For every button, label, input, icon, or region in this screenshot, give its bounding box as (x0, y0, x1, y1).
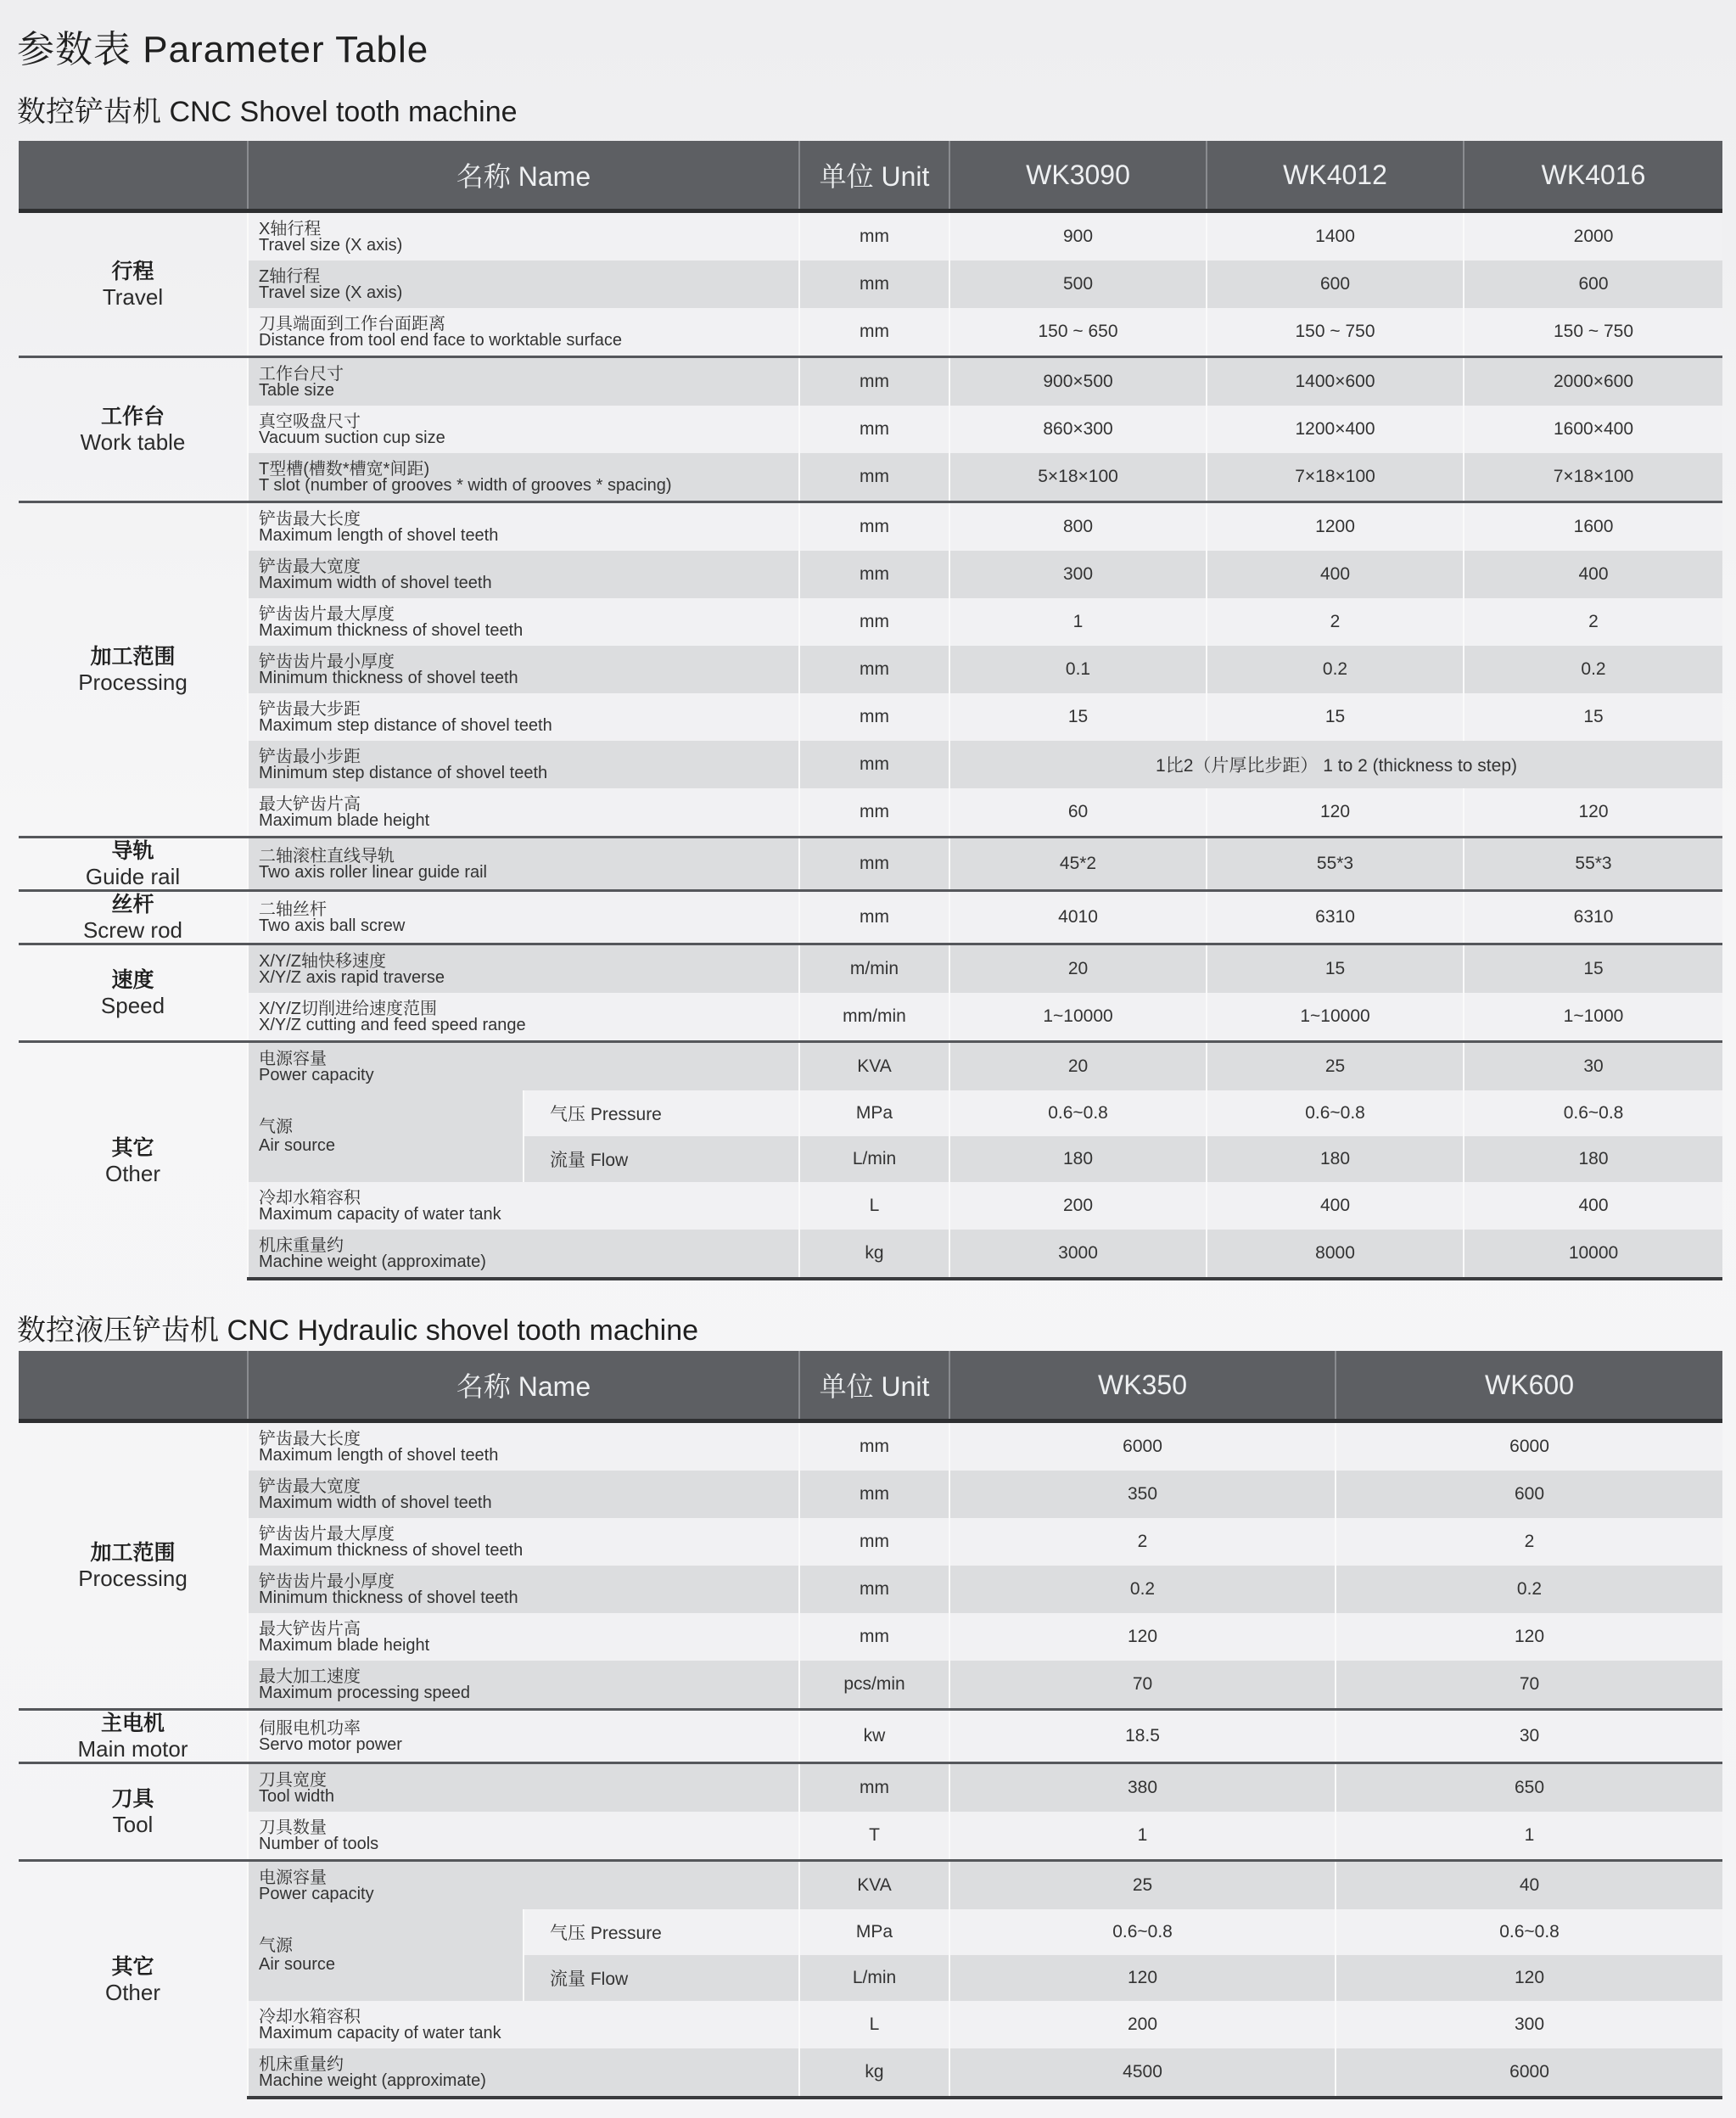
row-unit: mm (799, 406, 949, 453)
row-value: 180 (1207, 1136, 1464, 1182)
row-value: 0.6~0.8 (1207, 1090, 1464, 1136)
row-value: 0.2 (1207, 646, 1464, 693)
row-unit: T (799, 1812, 949, 1861)
category-screw-rod: 丝杆 Screw rod (19, 891, 248, 944)
row-value: 15 (1207, 693, 1464, 741)
row-unit: mm (799, 1518, 949, 1566)
row-name-en: Machine weight (approximate) (259, 1252, 486, 1271)
row-name-en: Minimum thickness of shovel teeth (259, 1588, 518, 1607)
table-row (19, 1421, 1722, 1471)
row-subname: 流量 Flow (524, 1136, 799, 1182)
row-name-en: Maximum blade height (259, 811, 430, 830)
table-row (19, 598, 1722, 646)
row-name-en: Maximum thickness of shovel teeth (259, 621, 524, 640)
row-value: 400 (1207, 1182, 1464, 1230)
row-value: 2 (1464, 598, 1722, 646)
row-name-cn: X/Y/Z轴快移速度 (259, 952, 387, 971)
row-unit: mm (799, 1421, 949, 1471)
model-header: WK4012 (1207, 141, 1464, 211)
row-name-cn: 刀具宽度 (259, 1771, 327, 1790)
row-name (248, 308, 799, 357)
row-value: 180 (1464, 1136, 1722, 1182)
table-row (19, 357, 1722, 406)
row-name-cn: X/Y/Z切削进给速度范围 (259, 1000, 438, 1018)
row-value: 180 (949, 1136, 1207, 1182)
row-name (248, 1763, 799, 1813)
row-value: 20 (949, 1042, 1207, 1091)
table-row (19, 1090, 1722, 1136)
row-value: 650 (1336, 1763, 1722, 1813)
row-value: 1400 (1207, 211, 1464, 261)
row-value: 2000 (1464, 211, 1722, 261)
row-value: 900×500 (949, 357, 1207, 406)
table-row (19, 261, 1722, 308)
table-row (19, 788, 1722, 838)
model-header: WK3090 (949, 141, 1207, 211)
row-value: 2000×600 (1464, 357, 1722, 406)
row-name-cn: 冷却水箱容积 (259, 2008, 361, 2026)
row-name-en: Tool width (259, 1787, 334, 1806)
row-name-cn: 真空吸盘尺寸 (259, 412, 361, 431)
row-unit: mm (799, 741, 949, 788)
table-row (19, 993, 1722, 1042)
row-unit: KVA (799, 1861, 949, 1910)
category-header (19, 141, 248, 211)
row-name-en: T slot (number of grooves * width of grooves * spacing) (259, 476, 672, 495)
row-value: 55*3 (1207, 838, 1464, 891)
row-unit: mm (799, 1471, 949, 1518)
row-name-en: Servo motor power (259, 1735, 402, 1754)
table-row (19, 1661, 1722, 1710)
row-name (248, 1661, 799, 1710)
row-name-cn: 机床重量约 (259, 1236, 344, 1255)
row-value: 4500 (949, 2048, 1336, 2098)
row-unit: L (799, 1182, 949, 1230)
row-value: 2 (1336, 1518, 1722, 1566)
row-name (248, 502, 799, 552)
row-value: 10000 (1464, 1230, 1722, 1279)
row-name (248, 788, 799, 838)
table-row (19, 2001, 1722, 2048)
row-name-cn: 铲齿最大长度 (259, 510, 361, 529)
row-value: 25 (949, 1861, 1336, 1910)
row-name-cn: 二轴丝杆 (259, 900, 327, 919)
row-name-cn: 冷却水箱容积 (259, 1189, 361, 1207)
row-value: 200 (949, 1182, 1207, 1230)
row-value: 120 (1464, 788, 1722, 838)
row-unit: mm (799, 646, 949, 693)
row-value: 0.6~0.8 (949, 1090, 1207, 1136)
row-value: 1 (949, 1812, 1336, 1861)
row-unit: mm/min (799, 993, 949, 1042)
table-row (19, 211, 1722, 261)
row-name-cn: 气源 (259, 1118, 293, 1136)
row-name (248, 693, 799, 741)
row-value: 7×18×100 (1207, 453, 1464, 502)
row-name-cn: 铲齿齿片最小厚度 (259, 653, 395, 671)
row-name-en: Maximum length of shovel teeth (259, 526, 499, 545)
row-name (248, 2048, 799, 2098)
row-name (248, 838, 799, 891)
row-name-cn: 电源容量 (259, 1050, 327, 1068)
row-value: 1400×600 (1207, 357, 1464, 406)
row-value: 860×300 (949, 406, 1207, 453)
row-unit: L (799, 2001, 949, 2048)
row-name (248, 357, 799, 406)
table-row (19, 2048, 1722, 2098)
row-name-cn: 最大铲齿片高 (259, 1620, 361, 1639)
row-name-en: Maximum thickness of shovel teeth (259, 1541, 524, 1560)
row-name (248, 1182, 799, 1230)
table-row (19, 1613, 1722, 1661)
row-name-en: Minimum step distance of shovel teeth (259, 764, 548, 782)
table-row (19, 1042, 1722, 1091)
row-name-en: Travel size (X axis) (259, 283, 403, 302)
category-processing: 加工范围 Processing (19, 502, 248, 838)
row-unit: pcs/min (799, 1661, 949, 1710)
row-unit: mm (799, 211, 949, 261)
row-unit: mm (799, 1613, 949, 1661)
row-value: 0.1 (949, 646, 1207, 693)
row-value: 8000 (1207, 1230, 1464, 1279)
row-name-en: Maximum step distance of shovel teeth (259, 716, 552, 735)
row-unit: kw (799, 1710, 949, 1763)
row-name (248, 406, 799, 453)
row-name (248, 741, 799, 788)
row-name-en: Table size (259, 381, 334, 400)
row-value: 0.6~0.8 (949, 1909, 1336, 1955)
row-name-cn: X轴行程 (259, 220, 322, 238)
category-guide-rail: 导轨 Guide rail (19, 838, 248, 891)
row-unit: mm (799, 308, 949, 357)
row-name (248, 598, 799, 646)
row-name-cn: 铲齿最大宽度 (259, 558, 361, 576)
row-value: 1~1000 (1464, 993, 1722, 1042)
row-value: 800 (949, 502, 1207, 552)
row-name (248, 1613, 799, 1661)
row-name-cn: 铲齿最大步距 (259, 700, 361, 719)
row-value: 0.2 (949, 1566, 1336, 1613)
row-name-en: Travel size (X axis) (259, 236, 403, 255)
hydraulic-parameter-table (19, 1351, 1722, 2099)
row-name-en: Maximum width of shovel teeth (259, 1493, 492, 1512)
row-name-en: Maximum capacity of water tank (259, 1205, 501, 1224)
row-name-cn: Z轴行程 (259, 267, 321, 286)
page-title: 参数表 Parameter Table (17, 29, 429, 70)
row-value: 3000 (949, 1230, 1207, 1279)
row-name-en: Maximum blade height (259, 1636, 430, 1655)
table-row (19, 944, 1722, 994)
row-value: 30 (1464, 1042, 1722, 1091)
row-name-en: Maximum capacity of water tank (259, 2024, 501, 2042)
row-name (248, 1471, 799, 1518)
row-value: 150 ~ 750 (1207, 308, 1464, 357)
row-unit: mm (799, 598, 949, 646)
model-header: WK4016 (1464, 141, 1722, 211)
row-value: 400 (1464, 1182, 1722, 1230)
row-value: 55*3 (1464, 838, 1722, 891)
row-name-en: Power capacity (259, 1066, 374, 1084)
row-name (248, 1909, 524, 2001)
table-row (19, 1710, 1722, 1763)
row-value: 600 (1207, 261, 1464, 308)
row-value: 1200 (1207, 502, 1464, 552)
row-name-cn: 工作台尺寸 (259, 365, 344, 384)
table-row (19, 502, 1722, 552)
row-name (248, 1518, 799, 1566)
unit-header: 单位 Unit (799, 141, 949, 211)
row-name (248, 453, 799, 502)
table-row (19, 693, 1722, 741)
row-name (248, 891, 799, 944)
row-name-cn: 铲齿齿片最大厚度 (259, 605, 395, 624)
table-row (19, 1471, 1722, 1518)
row-value: 400 (1464, 551, 1722, 598)
model-header: WK350 (949, 1351, 1336, 1421)
table-row (19, 741, 1722, 788)
table-row (19, 308, 1722, 357)
row-value: 600 (1336, 1471, 1722, 1518)
row-value: 900 (949, 211, 1207, 261)
table-header (19, 141, 1722, 211)
table-row (19, 1909, 1722, 1955)
row-name (248, 261, 799, 308)
row-name-cn: 铲齿齿片最大厚度 (259, 1525, 395, 1544)
table-row (19, 1518, 1722, 1566)
row-name-en: Number of tools (259, 1835, 379, 1853)
row-name (248, 1812, 799, 1861)
unit-header: 单位 Unit (799, 1351, 949, 1421)
row-value: 18.5 (949, 1710, 1336, 1763)
row-value: 6000 (949, 1421, 1336, 1471)
row-name-cn: T型槽(槽数*槽宽*间距) (259, 460, 430, 479)
model-header: WK600 (1336, 1351, 1722, 1421)
row-unit: mm (799, 453, 949, 502)
row-value: 150 ~ 750 (1464, 308, 1722, 357)
row-name (248, 1042, 799, 1091)
category-speed: 速度 Speed (19, 944, 248, 1042)
row-value: 120 (1336, 1955, 1722, 2001)
row-value: 5×18×100 (949, 453, 1207, 502)
name-header: 名称 Name (248, 1351, 799, 1421)
row-value: 40 (1336, 1861, 1722, 1910)
row-value: 350 (949, 1471, 1336, 1518)
row-value: 0.6~0.8 (1464, 1090, 1722, 1136)
section-title-cnc: 数控铲齿机 CNC Shovel tooth machine (17, 96, 518, 128)
row-unit: m/min (799, 944, 949, 994)
section-title-hydraulic: 数控液压铲齿机 CNC Hydraulic shovel tooth machine (17, 1314, 699, 1347)
row-value: 120 (949, 1613, 1336, 1661)
row-name-cn: 铲齿最大宽度 (259, 1477, 361, 1496)
row-value: 70 (949, 1661, 1336, 1710)
table-row (19, 1763, 1722, 1813)
row-value: 0.2 (1336, 1566, 1722, 1613)
row-value: 300 (1336, 2001, 1722, 2048)
row-value: 150 ~ 650 (949, 308, 1207, 357)
row-value: 1~10000 (1207, 993, 1464, 1042)
row-subname: 气压 Pressure (524, 1909, 799, 1955)
row-name (248, 944, 799, 994)
row-name-cn: 最大铲齿片高 (259, 795, 361, 814)
row-name-en: Air source (259, 1136, 336, 1155)
row-unit: mm (799, 502, 949, 552)
row-name (248, 1421, 799, 1471)
row-value: 1200×400 (1207, 406, 1464, 453)
row-value: 15 (1207, 944, 1464, 994)
row-unit: L/min (799, 1955, 949, 2001)
row-value: 400 (1207, 551, 1464, 598)
row-name (248, 211, 799, 261)
table-row (19, 1566, 1722, 1613)
row-unit: MPa (799, 1909, 949, 1955)
row-value: 200 (949, 2001, 1336, 2048)
row-value: 15 (1464, 693, 1722, 741)
row-value: 4010 (949, 891, 1207, 944)
cnc-parameter-table (19, 141, 1722, 1280)
table-row (19, 891, 1722, 944)
row-name-en: Two axis ball screw (259, 916, 406, 935)
row-name-cn: 刀具端面到工作台面距离 (259, 315, 445, 333)
row-name-en: Maximum length of shovel teeth (259, 1446, 499, 1465)
row-value: 0.6~0.8 (1336, 1909, 1722, 1955)
row-name-cn: 气源 (259, 1936, 293, 1955)
row-value: 30 (1336, 1710, 1722, 1763)
row-name (248, 551, 799, 598)
row-name-en: Minimum thickness of shovel teeth (259, 669, 518, 687)
row-value: 15 (1464, 944, 1722, 994)
row-name (248, 1230, 799, 1279)
table-header (19, 1351, 1722, 1421)
table-row (19, 646, 1722, 693)
row-name-cn: 二轴滚柱直线导轨 (259, 847, 395, 866)
row-name-en: Maximum width of shovel teeth (259, 574, 492, 592)
row-name-en: Machine weight (approximate) (259, 2071, 486, 2090)
row-name (248, 1861, 799, 1910)
row-value: 60 (949, 788, 1207, 838)
row-value: 15 (949, 693, 1207, 741)
name-header: 名称 Name (248, 141, 799, 211)
row-name-en: X/Y/Z axis rapid traverse (259, 968, 445, 987)
category-header (19, 1351, 248, 1421)
row-unit: mm (799, 788, 949, 838)
row-unit: mm (799, 1763, 949, 1813)
row-value-span: 1比2（片厚比步距） 1 to 2 (thickness to step) (949, 741, 1722, 788)
table-row (19, 1230, 1722, 1279)
row-name-cn: 机床重量约 (259, 2055, 344, 2074)
row-unit: mm (799, 1566, 949, 1613)
row-name-cn: 铲齿最大长度 (259, 1430, 361, 1448)
row-value: 45*2 (949, 838, 1207, 891)
row-subname: 气压 Pressure (524, 1090, 799, 1136)
row-name-en: X/Y/Z cutting and feed speed range (259, 1016, 526, 1034)
row-name (248, 1090, 524, 1182)
row-value: 1 (949, 598, 1207, 646)
row-value: 380 (949, 1763, 1336, 1813)
table-row (19, 551, 1722, 598)
row-value: 20 (949, 944, 1207, 994)
row-unit: kg (799, 1230, 949, 1279)
row-unit: mm (799, 551, 949, 598)
row-name (248, 993, 799, 1042)
row-value: 0.2 (1464, 646, 1722, 693)
row-value: 7×18×100 (1464, 453, 1722, 502)
row-name-cn: 铲齿最小步距 (259, 748, 361, 766)
row-name-cn: 刀具数量 (259, 1818, 327, 1837)
category-other: 其它 Other (19, 1042, 248, 1280)
row-subname: 流量 Flow (524, 1955, 799, 2001)
row-value: 120 (1207, 788, 1464, 838)
row-name-cn: 最大加工速度 (259, 1667, 361, 1686)
row-name (248, 2001, 799, 2048)
row-name-en: Vacuum suction cup size (259, 429, 445, 447)
table-row (19, 453, 1722, 502)
row-unit: mm (799, 261, 949, 308)
row-name-cn: 伺服电机功率 (259, 1719, 361, 1738)
row-value: 120 (1336, 1613, 1722, 1661)
row-value: 6000 (1336, 1421, 1722, 1471)
table-row (19, 838, 1722, 891)
row-value: 1 (1336, 1812, 1722, 1861)
row-value: 2 (1207, 598, 1464, 646)
row-value: 1~10000 (949, 993, 1207, 1042)
row-name-en: Two axis roller linear guide rail (259, 863, 488, 882)
category-travel: 行程 Travel (19, 211, 248, 357)
row-name (248, 1710, 799, 1763)
row-unit: kg (799, 2048, 949, 2098)
row-value: 1600 (1464, 502, 1722, 552)
row-value: 2 (949, 1518, 1336, 1566)
category-other: 其它 Other (19, 1861, 248, 2098)
row-value: 6310 (1464, 891, 1722, 944)
row-value: 6310 (1207, 891, 1464, 944)
table-row (19, 1182, 1722, 1230)
row-unit: mm (799, 693, 949, 741)
category-work-table: 工作台 Work table (19, 357, 248, 502)
row-name (248, 646, 799, 693)
row-unit: KVA (799, 1042, 949, 1091)
table-row (19, 1861, 1722, 1910)
table-row (19, 1812, 1722, 1861)
row-value: 600 (1464, 261, 1722, 308)
row-name-en: Air source (259, 1955, 336, 1974)
row-unit: mm (799, 838, 949, 891)
row-name-cn: 铲齿齿片最小厚度 (259, 1572, 395, 1591)
row-name-cn: 电源容量 (259, 1869, 327, 1887)
category-tool: 刀具 Tool (19, 1763, 248, 1861)
row-value: 1600×400 (1464, 406, 1722, 453)
row-value: 6000 (1336, 2048, 1722, 2098)
row-value: 70 (1336, 1661, 1722, 1710)
row-value: 120 (949, 1955, 1336, 2001)
row-value: 300 (949, 551, 1207, 598)
category-processing: 加工范围 Processing (19, 1421, 248, 1710)
row-name (248, 1566, 799, 1613)
category-main-motor: 主电机 Main motor (19, 1710, 248, 1763)
row-value: 25 (1207, 1042, 1464, 1091)
row-unit: mm (799, 891, 949, 944)
table-row (19, 406, 1722, 453)
row-name-en: Maximum processing speed (259, 1684, 470, 1702)
row-name-en: Power capacity (259, 1885, 374, 1903)
row-unit: L/min (799, 1136, 949, 1182)
row-value: 500 (949, 261, 1207, 308)
row-name-en: Distance from tool end face to worktable surface (259, 331, 622, 350)
row-unit: mm (799, 357, 949, 406)
row-unit: MPa (799, 1090, 949, 1136)
